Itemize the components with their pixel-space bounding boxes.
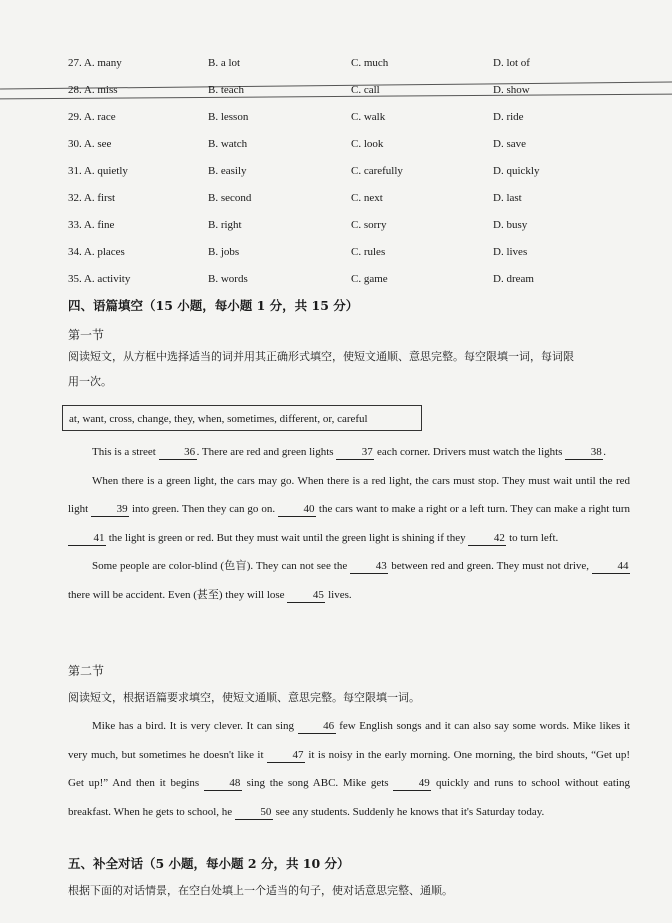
instr-line: 阅读短文，从方框中选择适当的词并用其正确形式填空，使短文通顺、意思完整。每空限填一词，每词限 xyxy=(68,350,574,363)
option-b: B. words xyxy=(208,273,248,285)
option-d: D. lives xyxy=(493,246,528,258)
instr-line: 用一次。 xyxy=(68,375,112,388)
option-c: C. rules xyxy=(351,246,386,258)
passage-text: it is noisy in the early morning. One morning, the bird shouts, “Get up! Get up!” And then it begins xyxy=(68,748,630,789)
option-c: C. call xyxy=(351,84,380,96)
passage-text: sing the song ABC. Mike gets xyxy=(241,777,394,789)
option-b: B. watch xyxy=(208,138,248,150)
option-d: D. lot of xyxy=(493,57,530,69)
passage-text: see any students. Suddenly he knows that it's Saturday today. xyxy=(272,805,545,818)
option-c: C. much xyxy=(351,57,389,69)
option-b: B. easily xyxy=(208,165,247,177)
passage-text: few English songs and it can also say some words. Mike likes it very much, but sometimes he doesn't like it xyxy=(68,720,630,761)
option-d: D. busy xyxy=(493,219,528,231)
passage-text: lives. xyxy=(325,588,352,601)
option-c: C. game xyxy=(351,273,388,285)
option-a: 35. A. activity xyxy=(68,273,131,285)
option-a: 31. A. quietly xyxy=(68,165,128,177)
option-d: D. quickly xyxy=(493,165,540,177)
option-c: C. look xyxy=(351,138,384,150)
option-row xyxy=(68,111,628,129)
passage-text: each corner. Drivers must watch the lights xyxy=(374,446,566,458)
option-d: D. save xyxy=(493,138,526,150)
word-box: at, want, cross, change, they, when, sometimes, different, or, careful xyxy=(62,405,422,431)
passage-2 xyxy=(68,712,630,826)
passage-text: Some people are color-blind (色盲). They can not see the xyxy=(92,560,351,572)
option-b: B. a lot xyxy=(208,57,241,69)
passage-text: . xyxy=(603,446,606,458)
option-row xyxy=(68,57,628,75)
blank-49: 49 xyxy=(393,776,431,791)
passage-text: This is a street xyxy=(92,446,159,458)
option-a: 30. A. see xyxy=(68,138,112,150)
option-row xyxy=(68,219,628,237)
option-d: D. dream xyxy=(493,273,534,285)
section4-title: 四、语篇填空（15 小题，每小题 1 分，共 15 分） xyxy=(68,298,359,313)
option-a: 29. A. race xyxy=(68,111,116,123)
blank-46: 46 xyxy=(298,719,336,734)
passage-text: Mike has a bird. It is very clever. It can sing xyxy=(92,720,298,732)
option-b: B. right xyxy=(208,219,242,231)
option-d: D. show xyxy=(493,84,530,96)
passage-1 xyxy=(68,438,630,609)
blank-41: 41 xyxy=(68,531,106,546)
passage-text: . There are red and green lights xyxy=(196,446,337,458)
passage-text: the light is green or red. But they must wait until the green light is shining if they xyxy=(106,531,469,544)
passage-text: into green. Then they can go on. xyxy=(129,503,278,515)
part1-instructions xyxy=(68,344,628,394)
option-a: 34. A. places xyxy=(68,246,125,258)
blank-47: 47 xyxy=(267,748,305,763)
blank-44: 44 xyxy=(592,559,630,574)
option-d: D. ride xyxy=(493,111,524,123)
part2-instructions: 阅读短文，根据语篇要求填空，使短文通顺、意思完整。每空限填一词。 xyxy=(68,691,420,704)
passage-text: the cars want to make a right or a left turn. They can make a right turn xyxy=(315,503,630,515)
option-b: B. jobs xyxy=(208,246,240,258)
part1-label: 第一节 xyxy=(68,328,105,342)
blank-42: 42 xyxy=(468,531,506,546)
paragraph xyxy=(68,438,630,467)
blank-45: 45 xyxy=(287,588,325,603)
option-c: C. next xyxy=(351,192,383,204)
option-b: B. second xyxy=(208,192,252,204)
part2-label: 第二节 xyxy=(68,664,105,678)
passage-text: between red and green. They must not drive, xyxy=(388,560,592,572)
blank-39: 39 xyxy=(91,502,129,517)
blank-38: 38 xyxy=(565,445,603,460)
blank-36: 36 xyxy=(159,445,197,460)
option-row xyxy=(68,84,628,102)
passage-text: quickly and runs to school without eating breakfast. When he gets to school, he xyxy=(68,777,630,818)
option-row xyxy=(68,192,628,210)
option-row xyxy=(68,273,628,291)
blank-50: 50 xyxy=(235,805,273,820)
blank-40: 40 xyxy=(278,502,316,517)
paragraph xyxy=(68,552,630,609)
option-a: 32. A. first xyxy=(68,192,116,204)
option-c: C. sorry xyxy=(351,219,387,231)
option-a: 28. A. miss xyxy=(68,84,118,96)
paragraph xyxy=(68,712,630,826)
blank-37: 37 xyxy=(336,445,374,460)
option-c: C. walk xyxy=(351,111,386,123)
section5-title: 五、补全对话（5 小题，每小题 2 分，共 10 分） xyxy=(68,856,350,871)
option-a: 27. A. many xyxy=(68,57,122,69)
passage-text: there will be accident. Even (甚至) they will lose xyxy=(68,588,288,601)
option-row xyxy=(68,165,628,183)
paragraph xyxy=(68,467,630,553)
passage-text: When there is a green light, the cars may go. When there is a red light, the cars must stop. They must wait until the red light xyxy=(68,474,630,515)
option-a: 33. A. fine xyxy=(68,219,115,231)
blank-43: 43 xyxy=(350,559,388,574)
section5-instructions: 根据下面的对话情景，在空白处填上一个适当的句子，使对话意思完整、通顺。 xyxy=(68,884,453,897)
option-d: D. last xyxy=(493,192,522,204)
option-b: B. teach xyxy=(208,84,245,96)
option-row xyxy=(68,246,628,264)
option-b: B. lesson xyxy=(208,111,249,123)
option-row xyxy=(68,138,628,156)
blank-48: 48 xyxy=(204,776,242,791)
option-c: C. carefully xyxy=(351,165,403,177)
passage-text: to turn left. xyxy=(506,531,559,544)
